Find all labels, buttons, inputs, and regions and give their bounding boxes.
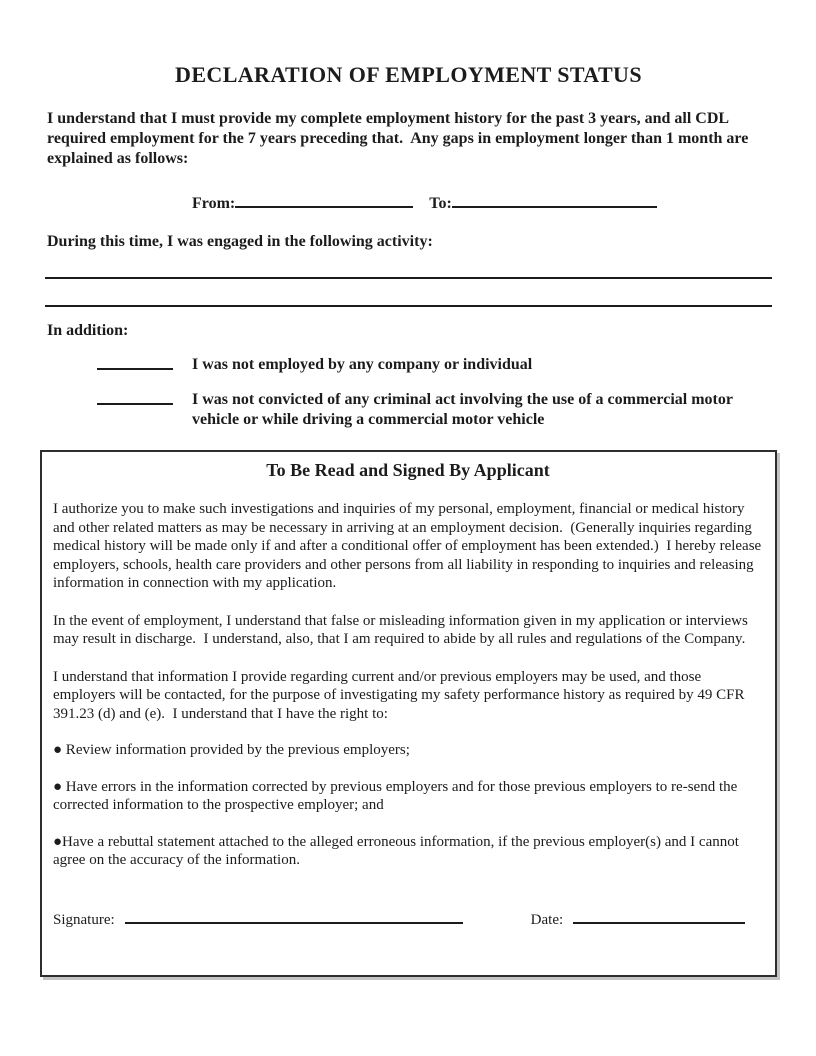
document-content — [0, 62, 816, 977]
statement-row — [47, 390, 770, 430]
date-label: Date: — [530, 911, 564, 928]
to-date-blank[interactable] — [452, 191, 657, 208]
date-blank[interactable] — [573, 908, 745, 924]
discharge-paragraph: In the event of employment, I understand that false or misleading information given in my application or interviews may result in discharge. I understand, also, that I am required to abide by all rules and regulations of the Company. — [53, 612, 752, 647]
statement-row — [47, 355, 770, 375]
applicant-signature-box — [40, 450, 777, 977]
right-bullet-rebuttal: ●Have a rebuttal statement attached to the alleged erroneous information, if the previous employer(s) and I cannot agree on the accuracy of the information. — [53, 833, 743, 868]
right-bullet-review: ● Review information provided by the previous employers; — [53, 742, 410, 758]
document-title: DECLARATION OF EMPLOYMENT STATUS — [175, 62, 642, 87]
to-label: To: — [429, 195, 452, 212]
signature-blank[interactable] — [125, 908, 463, 924]
from-date-blank[interactable] — [235, 191, 413, 208]
statement-text: I was not convicted of any criminal act involving the use of a commercial motor vehicle or while driving a commercial motor vehicle — [192, 391, 733, 428]
activity-prompt: During this time, I was engaged in the following activity: — [47, 233, 433, 250]
in-addition-label: In addition: — [47, 322, 129, 339]
authorization-paragraph: I authorize you to make such investigations and inquiries of my personal, employment, financial or medical history and other related matters as may be necessary in arriving at an employment decision. (Generally inquiries regarding medical history will be made only if and after a conditional offer of employment has been extended.) I hereby release employers, schools, health care providers and other persons from all liability in responding to inquiries and releasing information in connection with my application. — [53, 501, 765, 591]
applicant-box-title: To Be Read and Signed By Applicant — [266, 460, 550, 480]
activity-fill-line-2[interactable] — [45, 279, 772, 307]
signature-label: Signature: — [53, 911, 115, 928]
safety-history-paragraph: I understand that information I provide regarding current and/or previous employers may be used, and those employers will be contacted, for the purpose of investigating my safety performance history as required by 49 CFR 391.23 (d) and (e). I understand that I have the right to: — [53, 668, 749, 722]
right-bullet-correct: ● Have errors in the information corrected by previous employers and for those previous employers to re-send the corrected information to the prospective employer; and — [53, 778, 742, 813]
statement-text: I was not employed by any company or individual — [192, 356, 533, 373]
from-label: From: — [192, 195, 236, 212]
statement-initial-blank-2[interactable] — [97, 403, 173, 405]
intro-paragraph: I understand that I must provide my complete employment history for the past 3 years, and all CDL required employment for the 7 years preceding that. Any gaps in employment longer than 1 month are explained as follows: — [47, 110, 753, 167]
signature-date-row — [53, 908, 763, 929]
statement-initial-blank-1[interactable] — [97, 368, 173, 370]
gap-range-row — [192, 191, 770, 213]
activity-fill-line-1[interactable] — [45, 251, 772, 279]
